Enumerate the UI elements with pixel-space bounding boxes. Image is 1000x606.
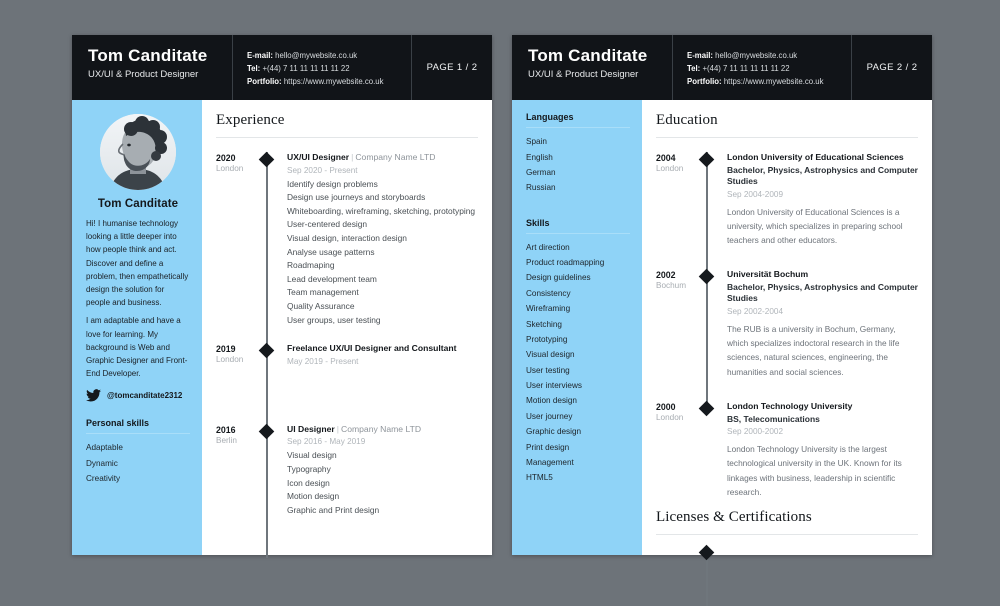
contact-tel-label: Tel: <box>247 64 261 74</box>
header-identity <box>72 35 232 100</box>
timeline-entry <box>656 545 918 546</box>
entry-place: London <box>656 412 684 422</box>
languages-list <box>526 134 630 196</box>
entry-dates: Sep 2016 - May 2019 <box>287 437 366 447</box>
timeline-entry <box>216 152 478 327</box>
entry-year: 2020 <box>216 153 236 163</box>
timeline-entry <box>216 343 478 366</box>
page-1-body <box>72 100 492 555</box>
timeline-entry <box>216 424 478 518</box>
contact-tel-row <box>687 62 851 75</box>
entry-body <box>278 424 478 518</box>
list-item: Wireframing <box>526 304 571 314</box>
contact-portfolio-label: Portfolio: <box>687 77 722 87</box>
list-item: Spain <box>526 137 547 147</box>
timeline-diamond-icon <box>260 152 278 327</box>
list-item: Adaptable <box>86 443 123 453</box>
contact-email-value[interactable]: hello@mywebsite.co.uk <box>715 51 798 60</box>
bullet-item: Team management <box>287 287 359 298</box>
section-title-education: Education <box>656 112 918 138</box>
contact-tel-value[interactable]: +(44) 7 11 11 11 11 11 22 <box>702 64 790 74</box>
twitter-icon <box>86 389 101 402</box>
entry-degree: Bachelor, Physics, Astrophysics and Computer Studies <box>727 281 918 304</box>
languages-heading: Languages <box>526 112 630 128</box>
entry-institution-line <box>727 152 918 164</box>
list-item: Management <box>526 457 574 467</box>
entry-year: 2004 <box>656 153 676 163</box>
entry-place: London <box>216 164 244 173</box>
entry-degree: Bachelor, Physics, Astrophysics and Computer Studies <box>727 164 918 187</box>
header-contact-block <box>672 35 851 100</box>
personal-skills-heading: Personal skills <box>86 418 190 434</box>
entry-institution: London Technology University <box>727 400 853 411</box>
contact-email-label: E-mail: <box>687 51 713 60</box>
entry-role-line <box>287 343 478 355</box>
bullet-item: Roadmaping <box>287 260 335 271</box>
entry-place: Bochum <box>656 281 687 291</box>
bio-paragraph: I am adaptable and have a love for learning. My background is Web and Graphic Designer and Front-End Developer. <box>86 316 188 379</box>
entry-institution: Universität Bochum <box>727 269 809 280</box>
social-handle-row[interactable] <box>86 389 190 402</box>
page-2-header <box>512 35 932 100</box>
bullet-item: Visual design, interaction design <box>287 233 407 244</box>
header-contact-block <box>232 35 411 100</box>
page-2-sidebar <box>512 100 642 555</box>
timeline-diamond-icon <box>700 152 718 247</box>
entry-blurb: London University of Educational Sciences is a university, which specializes in preparing school teachers and other educators. <box>727 206 903 246</box>
list-item: English <box>526 152 553 162</box>
timeline-diamond-icon <box>700 269 718 379</box>
timeline-entry <box>656 269 918 379</box>
bullet-item: User-centered design <box>287 219 368 230</box>
entry-institution: London University of Educational Sciences <box>727 152 904 162</box>
bio-paragraph: Hi! I humanise technology looking a little deeper into how people think and act. Discover and define a problem, then empathetically design the solution for people and business. <box>86 219 189 308</box>
bullet-item: Design use journeys and storyboards <box>287 192 426 203</box>
list-item: Print design <box>526 442 570 452</box>
contact-tel-row <box>247 62 411 75</box>
bullet-item: Identify design problems <box>287 178 378 189</box>
entry-year: 2000 <box>656 401 676 412</box>
entry-role: UX/UI Designer <box>287 152 350 162</box>
list-item: Design guidelines <box>526 273 591 283</box>
sidebar-bio <box>86 217 190 380</box>
entry-bullets <box>287 449 478 517</box>
entry-dates: Sep 2000-2002 <box>727 426 783 436</box>
entry-body <box>718 545 918 546</box>
page-1-main <box>202 100 492 555</box>
contact-portfolio-label: Portfolio: <box>247 77 282 87</box>
page-1-sidebar <box>72 100 202 555</box>
list-item: Dynamic <box>86 458 118 468</box>
page-2-body <box>512 100 932 555</box>
timeline-entry <box>656 401 918 499</box>
list-item: Motion design <box>526 396 577 406</box>
bullet-item: Quality Assurance <box>287 301 355 312</box>
social-handle-text: @tomcanditate2312 <box>107 391 183 401</box>
candidate-role: UX/UI & Product Designer <box>88 68 199 80</box>
entry-body <box>718 152 918 247</box>
entry-body <box>278 152 478 327</box>
entry-when <box>216 343 260 366</box>
entry-dates: May 2019 - Present <box>287 356 359 366</box>
list-item: German <box>526 167 556 177</box>
skills-heading: Skills <box>526 218 630 234</box>
contact-portfolio-row <box>247 75 411 88</box>
entry-when <box>216 152 260 327</box>
timeline-diamond-icon <box>260 343 278 366</box>
timeline-diamond-icon <box>700 401 718 499</box>
entry-place: London <box>656 164 684 173</box>
page-2-indicator: PAGE 2 / 2 <box>851 35 932 100</box>
page-2-main <box>642 100 932 555</box>
bullet-item: Analyse usage patterns <box>287 246 375 257</box>
contact-portfolio-value[interactable]: https://www.mywebsite.co.uk <box>283 77 384 87</box>
entry-place: London <box>216 355 244 365</box>
bullet-item: Motion design <box>287 491 340 502</box>
entry-institution-line <box>727 401 918 413</box>
timeline-diamond-icon <box>260 424 278 518</box>
entry-company: Company Name LTD <box>341 423 422 434</box>
avatar <box>100 114 176 190</box>
entry-dates: Sep 2002-2004 <box>727 306 783 316</box>
list-item: User interviews <box>526 381 582 391</box>
entry-blurb: The RUB is a university in Bochum, Germany, which specializes indoctoral research in the life sciences, natural sciences, engineering, the humanities and social sciences. <box>727 323 900 377</box>
page-1-header <box>72 35 492 100</box>
list-item: Product roadmapping <box>526 258 605 268</box>
list-item: HTML5 <box>526 473 553 483</box>
timeline-diamond-icon <box>700 545 718 546</box>
entry-place: Berlin <box>216 435 237 445</box>
list-item: Creativity <box>86 474 121 484</box>
entry-body <box>718 401 918 499</box>
resume-page-1 <box>72 35 492 555</box>
bullet-item: Lead development team <box>287 273 377 284</box>
entry-dates: Sep 2020 - Present <box>287 165 358 175</box>
bullet-item: Whiteboarding, wireframing, sketching, prototyping <box>287 205 476 216</box>
contact-email-label: E-mail: <box>247 51 273 60</box>
bullet-item: Visual design <box>287 450 337 461</box>
page-1-indicator: PAGE 1 / 2 <box>411 35 492 100</box>
experience-timeline <box>216 152 478 518</box>
contact-portfolio-value[interactable]: https://www.mywebsite.co.uk <box>723 77 824 87</box>
entry-role: UI Designer <box>287 423 335 434</box>
list-item: Visual design <box>526 350 575 360</box>
education-timeline <box>656 152 918 499</box>
list-item: Russian <box>526 183 556 193</box>
entry-year: 2002 <box>656 270 676 281</box>
entry-body <box>718 269 918 379</box>
bullet-item: Typography <box>287 464 331 475</box>
entry-institution-line <box>727 269 918 281</box>
entry-year: 2016 <box>216 424 236 435</box>
contact-email-row <box>247 49 411 62</box>
list-item: Sketching <box>526 319 562 329</box>
entry-when <box>216 424 260 518</box>
entry-separator: | <box>336 423 339 434</box>
personal-skills-list <box>86 440 190 486</box>
entry-year: 2019 <box>216 344 236 355</box>
contact-email-value[interactable]: hello@mywebsite.co.uk <box>275 51 358 60</box>
bullet-item: Graphic and Print design <box>287 504 380 515</box>
contact-email-row <box>687 49 851 62</box>
list-item: Graphic design <box>526 427 582 437</box>
entry-when <box>656 269 700 379</box>
avatar-wrap <box>86 114 190 190</box>
skills-list <box>526 240 630 486</box>
header-identity <box>512 35 672 100</box>
entry-company: Company Name LTD <box>355 152 436 162</box>
entry-dates: Sep 2004-2009 <box>727 189 783 199</box>
sidebar-candidate-name: Tom Canditate <box>97 198 179 210</box>
contact-tel-value[interactable]: +(44) 7 11 11 11 11 11 22 <box>262 64 350 74</box>
list-item: User journey <box>526 411 573 421</box>
candidate-name: Tom Canditate <box>528 46 648 65</box>
contact-portfolio-row <box>687 75 851 88</box>
bullet-item: User groups, user testing <box>287 314 381 325</box>
candidate-role: UX/UI & Product Designer <box>528 68 639 80</box>
entry-when <box>656 401 700 499</box>
resume-page-2 <box>512 35 932 555</box>
entry-when <box>656 152 700 247</box>
entry-body <box>278 343 478 366</box>
list-item: Art direction <box>526 242 570 252</box>
section-title-licenses: Licenses & Certifications <box>656 509 918 535</box>
licenses-timeline <box>656 545 918 546</box>
avatar-portrait-icon <box>100 114 176 190</box>
bullet-item: Icon design <box>287 477 330 488</box>
entry-blurb: London Technology University is the largest technological university in the UK. Known for its linkages with business, leadership in scientific research. <box>727 443 902 497</box>
list-item: Prototyping <box>526 334 568 344</box>
timeline-entry <box>656 152 918 247</box>
entry-role-line <box>287 424 478 436</box>
entry-bullets <box>287 178 478 328</box>
entry-when <box>656 545 700 546</box>
entry-separator: | <box>351 152 354 162</box>
entry-role: Freelance UX/UI Designer and Consultant <box>287 343 457 354</box>
entry-role-line <box>287 152 478 164</box>
candidate-name: Tom Canditate <box>88 46 208 65</box>
list-item: Consistency <box>526 288 571 298</box>
contact-tel-label: Tel: <box>687 64 701 74</box>
list-item: User testing <box>526 365 570 375</box>
entry-degree: BS, Telecomunications <box>727 413 820 424</box>
section-title-experience: Experience <box>216 112 478 138</box>
